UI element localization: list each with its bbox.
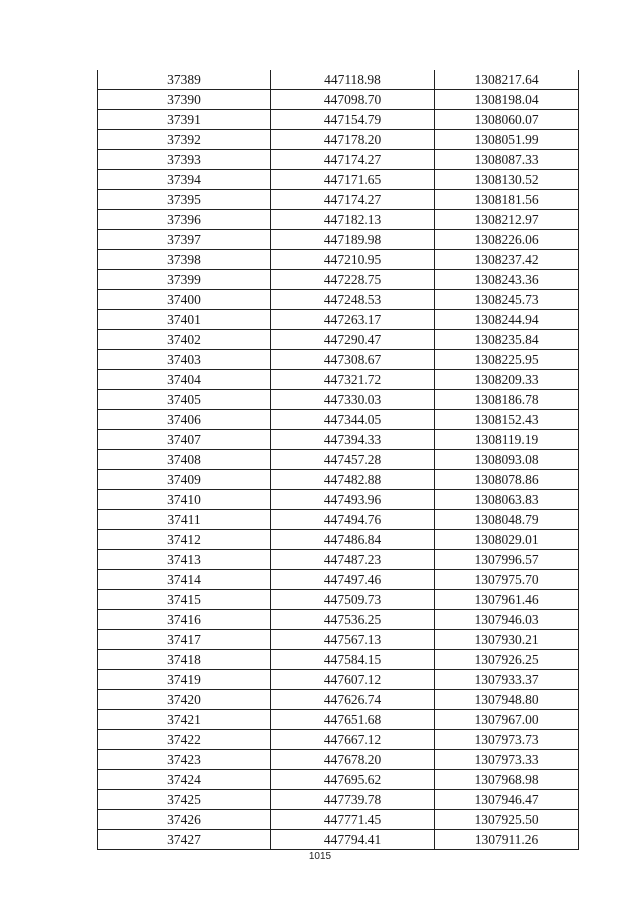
x-coordinate-cell: 447607.12 (271, 670, 435, 690)
table-row (98, 770, 579, 790)
table-row (98, 710, 579, 730)
point-id-cell: 37413 (98, 550, 271, 570)
x-coordinate-cell: 447118.98 (271, 70, 435, 90)
table-row (98, 70, 579, 90)
point-id-cell: 37407 (98, 430, 271, 450)
y-coordinate-cell: 1307925.50 (435, 810, 579, 830)
table-row (98, 670, 579, 690)
page-number: 1015 (308, 851, 332, 862)
y-coordinate-cell: 1308243.36 (435, 270, 579, 290)
y-coordinate-cell: 1308235.84 (435, 330, 579, 350)
coordinate-table-container (97, 70, 578, 850)
table-row (98, 590, 579, 610)
x-coordinate-cell: 447248.53 (271, 290, 435, 310)
y-coordinate-cell: 1307968.98 (435, 770, 579, 790)
x-coordinate-cell: 447098.70 (271, 90, 435, 110)
point-id-cell: 37412 (98, 530, 271, 550)
point-id-cell: 37425 (98, 790, 271, 810)
x-coordinate-cell: 447344.05 (271, 410, 435, 430)
point-id-cell: 37423 (98, 750, 271, 770)
point-id-cell: 37418 (98, 650, 271, 670)
table-row (98, 750, 579, 770)
y-coordinate-cell: 1308226.06 (435, 230, 579, 250)
x-coordinate-cell: 447210.95 (271, 250, 435, 270)
table-row (98, 150, 579, 170)
table-row (98, 210, 579, 230)
table-row (98, 170, 579, 190)
y-coordinate-cell: 1308186.78 (435, 390, 579, 410)
point-id-cell: 37426 (98, 810, 271, 830)
y-coordinate-cell: 1308130.52 (435, 170, 579, 190)
point-id-cell: 37398 (98, 250, 271, 270)
table-row (98, 630, 579, 650)
x-coordinate-cell: 447626.74 (271, 690, 435, 710)
point-id-cell: 37417 (98, 630, 271, 650)
point-id-cell: 37406 (98, 410, 271, 430)
x-coordinate-cell: 447584.15 (271, 650, 435, 670)
table-row (98, 90, 579, 110)
y-coordinate-cell: 1308212.97 (435, 210, 579, 230)
point-id-cell: 37405 (98, 390, 271, 410)
x-coordinate-cell: 447493.96 (271, 490, 435, 510)
point-id-cell: 37422 (98, 730, 271, 750)
table-row (98, 270, 579, 290)
x-coordinate-cell: 447771.45 (271, 810, 435, 830)
x-coordinate-cell: 447174.27 (271, 150, 435, 170)
point-id-cell: 37392 (98, 130, 271, 150)
table-row (98, 550, 579, 570)
coordinate-table (97, 70, 579, 850)
table-row (98, 450, 579, 470)
y-coordinate-cell: 1308078.86 (435, 470, 579, 490)
point-id-cell: 37410 (98, 490, 271, 510)
x-coordinate-cell: 447509.73 (271, 590, 435, 610)
point-id-cell: 37403 (98, 350, 271, 370)
y-coordinate-cell: 1308198.04 (435, 90, 579, 110)
table-row (98, 410, 579, 430)
point-id-cell: 37424 (98, 770, 271, 790)
x-coordinate-cell: 447171.65 (271, 170, 435, 190)
y-coordinate-cell: 1307973.33 (435, 750, 579, 770)
point-id-cell: 37396 (98, 210, 271, 230)
x-coordinate-cell: 447695.62 (271, 770, 435, 790)
y-coordinate-cell: 1307973.73 (435, 730, 579, 750)
table-row (98, 730, 579, 750)
x-coordinate-cell: 447739.78 (271, 790, 435, 810)
table-row (98, 110, 579, 130)
table-row (98, 370, 579, 390)
table-row (98, 610, 579, 630)
point-id-cell: 37393 (98, 150, 271, 170)
y-coordinate-cell: 1307961.46 (435, 590, 579, 610)
table-row (98, 790, 579, 810)
x-coordinate-cell: 447457.28 (271, 450, 435, 470)
point-id-cell: 37401 (98, 310, 271, 330)
x-coordinate-cell: 447394.33 (271, 430, 435, 450)
y-coordinate-cell: 1308060.07 (435, 110, 579, 130)
y-coordinate-cell: 1308245.73 (435, 290, 579, 310)
y-coordinate-cell: 1308029.01 (435, 530, 579, 550)
x-coordinate-cell: 447678.20 (271, 750, 435, 770)
point-id-cell: 37420 (98, 690, 271, 710)
x-coordinate-cell: 447189.98 (271, 230, 435, 250)
y-coordinate-cell: 1307911.26 (435, 830, 579, 850)
y-coordinate-cell: 1308181.56 (435, 190, 579, 210)
y-coordinate-cell: 1308087.33 (435, 150, 579, 170)
y-coordinate-cell: 1307948.80 (435, 690, 579, 710)
x-coordinate-cell: 447567.13 (271, 630, 435, 650)
table-row (98, 690, 579, 710)
table-row (98, 810, 579, 830)
point-id-cell: 37397 (98, 230, 271, 250)
table-row (98, 490, 579, 510)
point-id-cell: 37400 (98, 290, 271, 310)
x-coordinate-cell: 447486.84 (271, 530, 435, 550)
point-id-cell: 37416 (98, 610, 271, 630)
table-row (98, 510, 579, 530)
table-row (98, 830, 579, 850)
y-coordinate-cell: 1307930.21 (435, 630, 579, 650)
y-coordinate-cell: 1307996.57 (435, 550, 579, 570)
y-coordinate-cell: 1307946.03 (435, 610, 579, 630)
x-coordinate-cell: 447228.75 (271, 270, 435, 290)
x-coordinate-cell: 447178.20 (271, 130, 435, 150)
point-id-cell: 37419 (98, 670, 271, 690)
x-coordinate-cell: 447154.79 (271, 110, 435, 130)
point-id-cell: 37394 (98, 170, 271, 190)
x-coordinate-cell: 447482.88 (271, 470, 435, 490)
y-coordinate-cell: 1308244.94 (435, 310, 579, 330)
y-coordinate-cell: 1308225.95 (435, 350, 579, 370)
y-coordinate-cell: 1307946.47 (435, 790, 579, 810)
x-coordinate-cell: 447174.27 (271, 190, 435, 210)
point-id-cell: 37391 (98, 110, 271, 130)
table-row (98, 290, 579, 310)
table-row (98, 430, 579, 450)
point-id-cell: 37408 (98, 450, 271, 470)
point-id-cell: 37402 (98, 330, 271, 350)
y-coordinate-cell: 1307975.70 (435, 570, 579, 590)
y-coordinate-cell: 1307967.00 (435, 710, 579, 730)
coordinate-table-body (98, 70, 579, 850)
point-id-cell: 37411 (98, 510, 271, 530)
point-id-cell: 37399 (98, 270, 271, 290)
x-coordinate-cell: 447667.12 (271, 730, 435, 750)
table-row (98, 330, 579, 350)
x-coordinate-cell: 447330.03 (271, 390, 435, 410)
point-id-cell: 37421 (98, 710, 271, 730)
table-row (98, 570, 579, 590)
y-coordinate-cell: 1308051.99 (435, 130, 579, 150)
table-row (98, 530, 579, 550)
y-coordinate-cell: 1308119.19 (435, 430, 579, 450)
y-coordinate-cell: 1308093.08 (435, 450, 579, 470)
table-row (98, 310, 579, 330)
table-row (98, 470, 579, 490)
table-row (98, 230, 579, 250)
y-coordinate-cell: 1308048.79 (435, 510, 579, 530)
x-coordinate-cell: 447497.46 (271, 570, 435, 590)
point-id-cell: 37427 (98, 830, 271, 850)
y-coordinate-cell: 1308217.64 (435, 70, 579, 90)
point-id-cell: 37409 (98, 470, 271, 490)
y-coordinate-cell: 1308152.43 (435, 410, 579, 430)
x-coordinate-cell: 447263.17 (271, 310, 435, 330)
point-id-cell: 37414 (98, 570, 271, 590)
table-row (98, 350, 579, 370)
y-coordinate-cell: 1307933.37 (435, 670, 579, 690)
x-coordinate-cell: 447487.23 (271, 550, 435, 570)
table-row (98, 190, 579, 210)
table-row (98, 250, 579, 270)
point-id-cell: 37389 (98, 70, 271, 90)
x-coordinate-cell: 447794.41 (271, 830, 435, 850)
x-coordinate-cell: 447536.25 (271, 610, 435, 630)
y-coordinate-cell: 1308209.33 (435, 370, 579, 390)
x-coordinate-cell: 447651.68 (271, 710, 435, 730)
table-row (98, 650, 579, 670)
point-id-cell: 37395 (98, 190, 271, 210)
x-coordinate-cell: 447182.13 (271, 210, 435, 230)
point-id-cell: 37404 (98, 370, 271, 390)
point-id-cell: 37390 (98, 90, 271, 110)
table-row (98, 390, 579, 410)
x-coordinate-cell: 447494.76 (271, 510, 435, 530)
x-coordinate-cell: 447308.67 (271, 350, 435, 370)
x-coordinate-cell: 447290.47 (271, 330, 435, 350)
point-id-cell: 37415 (98, 590, 271, 610)
y-coordinate-cell: 1308237.42 (435, 250, 579, 270)
y-coordinate-cell: 1308063.83 (435, 490, 579, 510)
table-row (98, 130, 579, 150)
x-coordinate-cell: 447321.72 (271, 370, 435, 390)
y-coordinate-cell: 1307926.25 (435, 650, 579, 670)
